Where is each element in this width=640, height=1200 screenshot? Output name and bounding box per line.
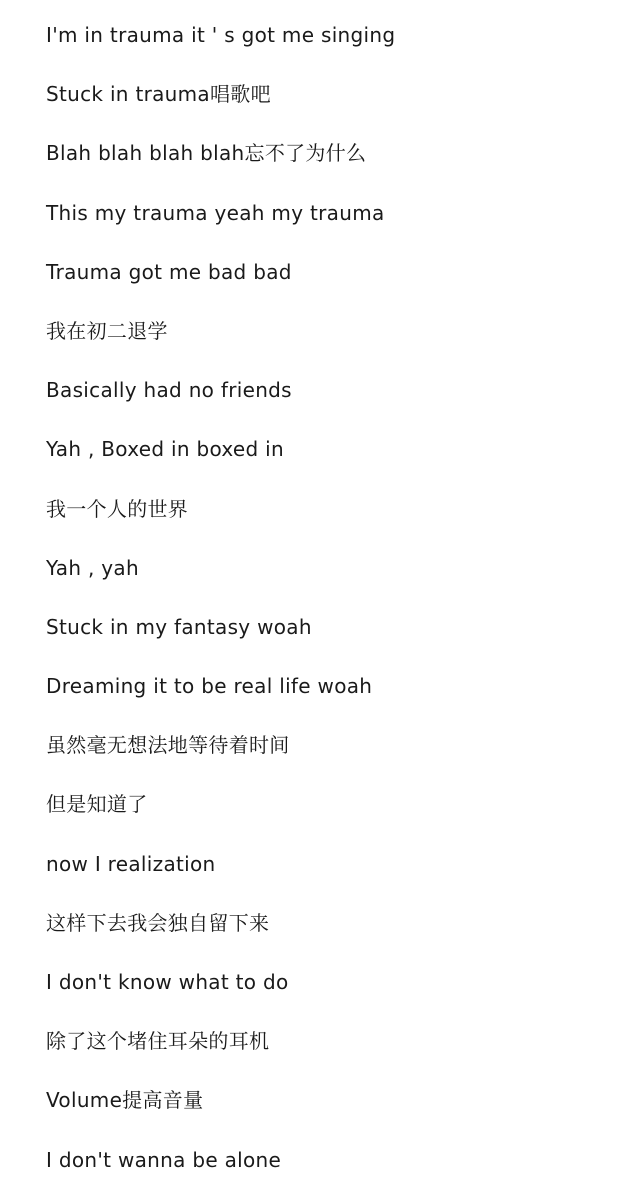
lyric-line: I don't wanna be alone — [46, 1147, 282, 1172]
lyric-line: Blah blah blah blah忘不了为什么 — [46, 141, 367, 166]
lyric-line: Yah , yah — [46, 555, 139, 580]
lyric-line: Dreaming it to be real life woah — [46, 674, 373, 699]
lyric-line: Basically had no friends — [46, 378, 292, 403]
lyric-line: 这样下去我会独自留下来 — [46, 910, 270, 935]
lyric-line: Stuck in my fantasy woah — [46, 614, 312, 639]
lyric-line: Volume提高音量 — [46, 1088, 204, 1113]
lyric-line: Trauma got me bad bad — [46, 259, 292, 284]
lyric-line: 除了这个堵住耳朵的耳机 — [46, 1029, 270, 1054]
lyric-line: This my trauma yeah my trauma — [46, 200, 385, 225]
lyric-line: 我一个人的世界 — [46, 496, 189, 521]
lyric-line: Yah , Boxed in boxed in — [46, 437, 285, 462]
lyrics-text — [46, 16, 626, 1200]
lyric-line: 虽然毫无想法地等待着时间 — [46, 733, 290, 758]
lyric-line: I'm in trauma it ' s got me singing — [46, 23, 396, 47]
lyric-line: 我在初二退学 — [46, 318, 168, 343]
lyric-line: I don't know what to do — [46, 970, 289, 994]
lyric-line: Stuck in trauma唱歌吧 — [46, 82, 271, 107]
lyric-line: 但是知道了 — [46, 792, 148, 817]
lyric-line: now I realization — [46, 851, 216, 876]
